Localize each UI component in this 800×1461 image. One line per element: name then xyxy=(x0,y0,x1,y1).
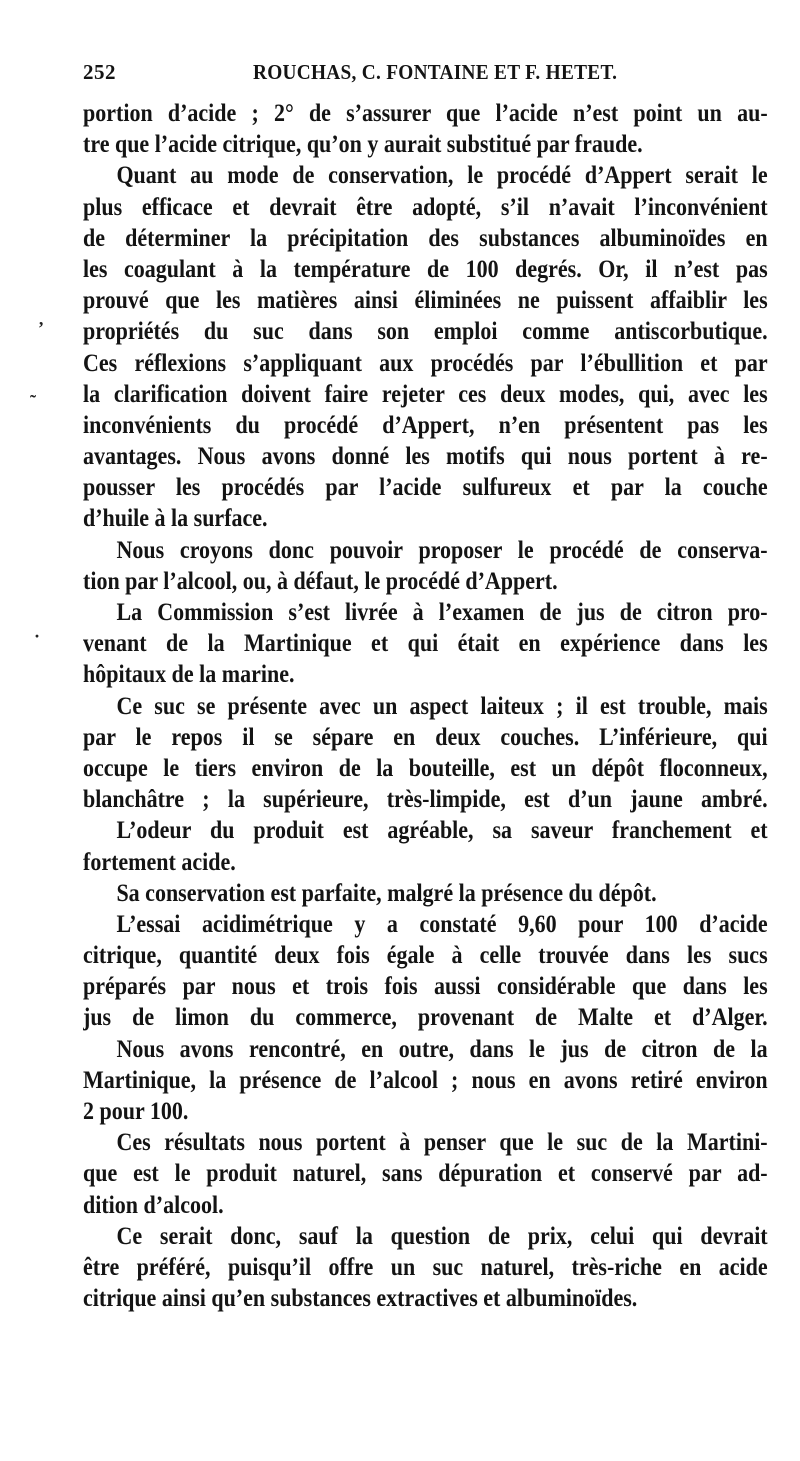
margin-mark: ˷ xyxy=(30,378,36,398)
text-line: dition d’alcool. xyxy=(83,1191,224,1219)
text-line: hôpitaux de la marine. xyxy=(83,661,295,689)
text-line: Nous croyons donc pouvoir proposer le procédé de conserva- xyxy=(116,536,768,564)
text-line: avantages. Nous avons donné les motifs qui nous portent à re- xyxy=(83,443,768,471)
text-line: plus efficace et devrait être adopté, s’il n’avait l’inconvénient xyxy=(83,193,768,221)
running-head: ROUCHAS, C. FONTAINE ET F. HETET. xyxy=(253,60,618,84)
text-line: tion par l’alcool, ou, à défaut, le procédé d’Appert. xyxy=(83,567,558,595)
text-line: que est le produit naturel, sans dépuration et conservé par ad- xyxy=(83,1160,768,1188)
text-line: de déterminer la précipitation des substances albuminoïdes en xyxy=(83,224,768,252)
text-line: blanchâtre ; la supérieure, très-limpide, est d’un jaune ambré. xyxy=(83,786,768,814)
text-line: L’essai acidimétrique y a constaté 9,60 pour 100 d’acide xyxy=(116,910,768,938)
text-line: Ce suc se présente avec un aspect laiteux ; il est trouble, mais xyxy=(116,692,768,720)
page-header xyxy=(83,60,768,92)
body-text xyxy=(83,98,768,1314)
text-line: les coagulant à la température de 100 degrés. Or, il n’est pas xyxy=(83,255,768,283)
text-line: La Commission s’est livrée à l’examen de jus de citron pro- xyxy=(116,599,768,626)
text-line: L’odeur du produit est agréable, sa saveur franchement et xyxy=(116,817,768,845)
text-line: tre que l’acide citrique, qu’on y aurait substitué par fraude. xyxy=(83,131,643,159)
text-line: inconvénients du procédé d’Appert, n’en présentent pas les xyxy=(83,411,768,439)
text-line: propriétés du suc dans son emploi comme antiscorbutique. xyxy=(83,318,768,346)
text-line: citrique ainsi qu’en substances extractives et albuminoïdes. xyxy=(83,1285,638,1313)
text-line: jus de limon du commerce, provenant de Malte et d’Alger. xyxy=(83,1004,768,1032)
text-line: 2 pour 100. xyxy=(83,1098,189,1125)
text-line: d’huile à la surface. xyxy=(83,505,268,533)
text-line: préparés par nous et trois fois aussi considérable que dans les xyxy=(83,973,768,1001)
text-line: Nous avons rencontré, en outre, dans le jus de citron de la xyxy=(116,1035,768,1063)
text-line: fortement acide. xyxy=(83,848,236,876)
margin-mark: · xyxy=(34,626,41,646)
text-line: citrique, quantité deux fois égale à celle trouvée dans les sucs xyxy=(83,942,768,970)
page-number: 252 xyxy=(83,60,116,84)
text-line: la clarification doivent faire rejeter ces deux modes, qui, avec les xyxy=(83,380,768,408)
text-line: prouvé que les matières ainsi éliminées ne puissent affaiblir les xyxy=(83,287,768,315)
text-line: par le repos il se sépare en deux couches. L’inférieure, qui xyxy=(83,723,768,751)
text-line: Ces résultats nous portent à penser que le suc de la Martini- xyxy=(116,1129,768,1157)
text-line: pousser les procédés par l’acide sulfureux et par la couche xyxy=(83,474,768,502)
text-line: Ce serait donc, sauf la question de prix, celui qui devrait xyxy=(116,1222,768,1250)
text-line: occupe le tiers environ de la bouteille, est un dépôt floconneux, xyxy=(83,754,768,782)
text-line: Ces réflexions s’appliquant aux procédés par l’ébullition et par xyxy=(83,349,768,377)
margin-mark: ʼ xyxy=(38,318,44,338)
text-line: être préféré, puisqu’il offre un suc naturel, très-riche en acide xyxy=(83,1253,768,1281)
text-line: Martinique, la présence de l’alcool ; nous en avons retiré environ xyxy=(83,1066,768,1094)
text-line: Quant au mode de conservation, le procédé d’Appert serait le xyxy=(116,162,768,190)
text-line: portion d’acide ; 2° de s’assurer que l’acide n’est point un au- xyxy=(83,100,768,127)
text-line: Sa conservation est parfaite, malgré la présence du dépôt. xyxy=(116,879,657,907)
text-line: venant de la Martinique et qui était en expérience dans les xyxy=(83,630,768,658)
